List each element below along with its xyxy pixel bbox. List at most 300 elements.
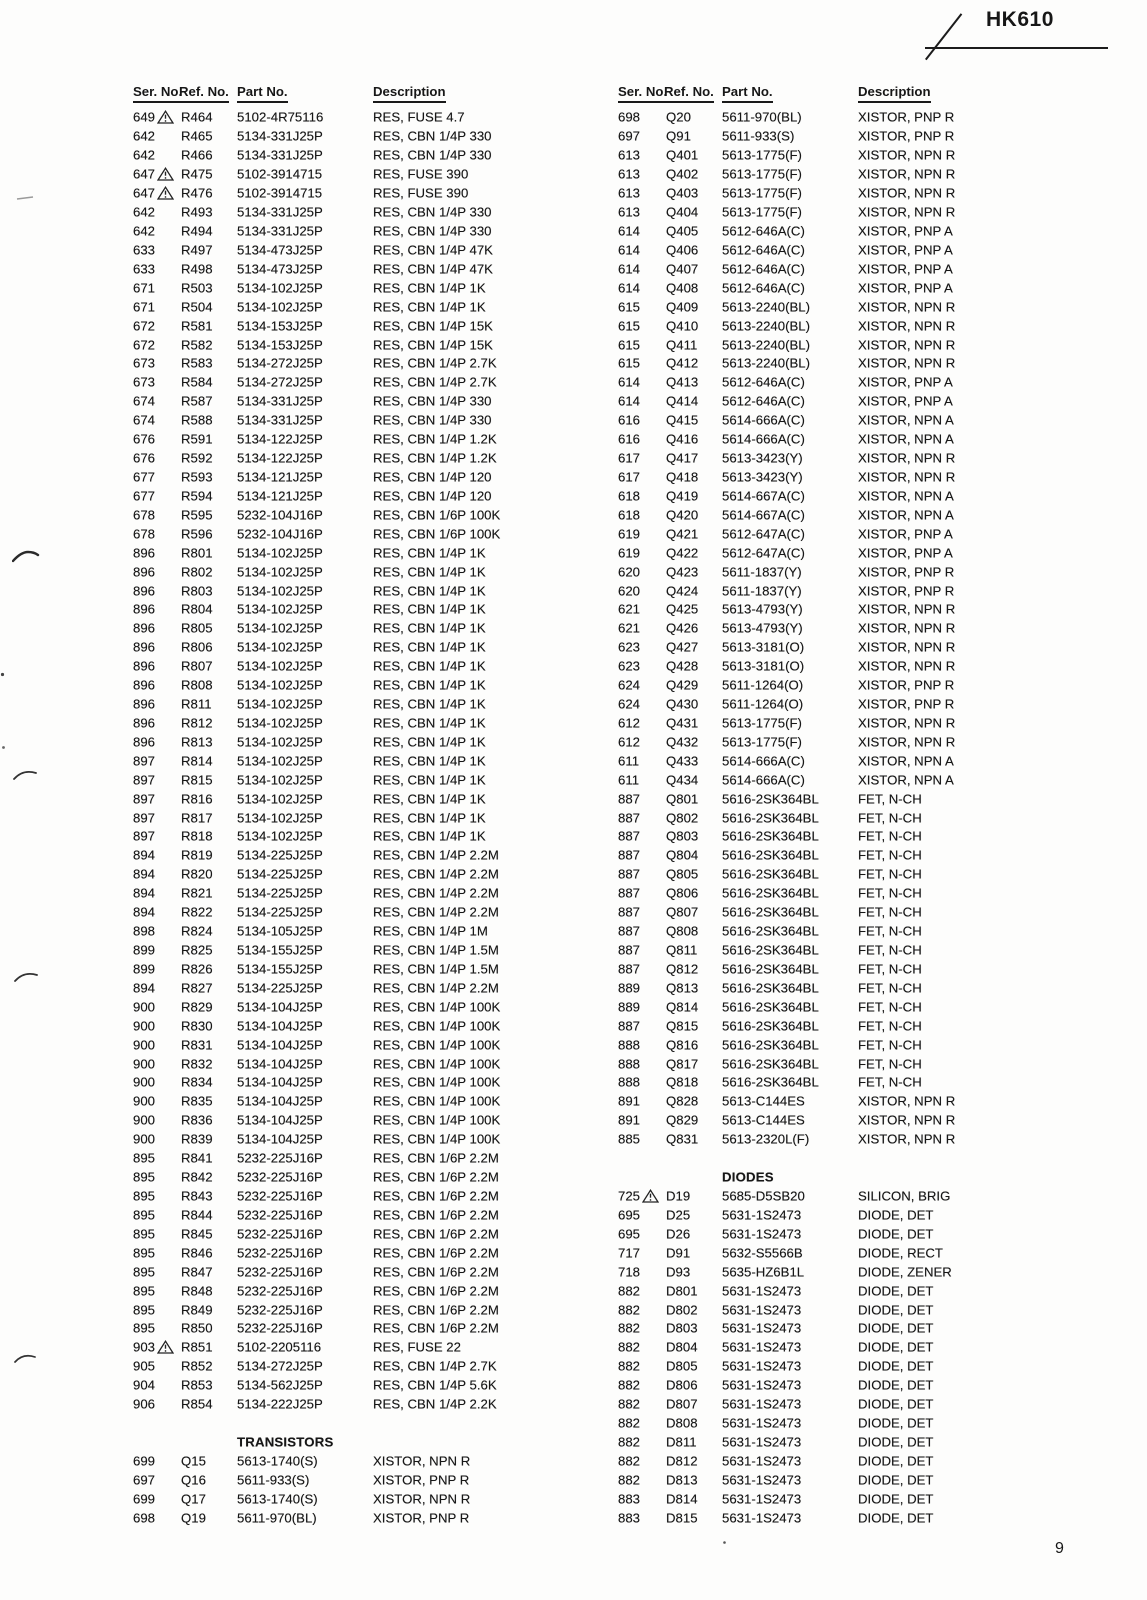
table-row: [133, 1130, 573, 1149]
part-description: DIODE, DET: [858, 1434, 934, 1450]
part-number: 5134-102J25P: [237, 791, 323, 807]
reference-designator: R465: [181, 128, 213, 144]
table-row: [618, 732, 1058, 751]
part-number: 5613-3181(O): [722, 658, 805, 674]
part-description: RES, CBN 1/4P 100K: [373, 999, 501, 1015]
part-number: 5232-225J16P: [237, 1226, 323, 1242]
serial-number: 642: [133, 204, 156, 220]
part-description: XISTOR, NPN R: [373, 1453, 471, 1469]
part-description: XISTOR, NPN A: [858, 431, 954, 447]
part-number: 5134-102J25P: [237, 639, 323, 655]
part-number: 5631-1S2473: [722, 1453, 802, 1469]
part-number: 5631-1S2473: [722, 1320, 802, 1336]
table-row: [618, 1433, 1058, 1452]
column-header-part: Part No.: [237, 84, 288, 103]
margin-dot: [0, 672, 6, 678]
part-number: 5102-2205116: [237, 1339, 322, 1355]
serial-number: 698: [133, 1510, 156, 1526]
serial-number: 678: [133, 507, 156, 523]
serial-number: 895: [133, 1264, 156, 1280]
part-description: DIODE, DET: [858, 1415, 934, 1431]
serial-number: 882: [618, 1415, 641, 1431]
part-description: RES, CBN 1/4P 330: [373, 412, 492, 428]
table-row: [133, 543, 573, 562]
reference-designator: R819: [181, 847, 213, 863]
part-number: 5631-1S2473: [722, 1339, 802, 1355]
part-description: RES, FUSE 4.7: [373, 109, 465, 125]
serial-number: 642: [133, 147, 156, 163]
serial-number: 614: [618, 223, 641, 239]
part-description: XISTOR, PNP A: [858, 223, 953, 239]
part-number: 5134-104J25P: [237, 999, 323, 1015]
serial-number: 896: [133, 620, 156, 636]
reference-designator: R847: [181, 1264, 213, 1280]
part-number: 5134-102J25P: [237, 299, 323, 315]
part-number: 5616-2SK364BL: [722, 904, 819, 920]
reference-designator: R830: [181, 1018, 213, 1034]
table-row: [618, 581, 1058, 600]
part-description: XISTOR, PNP R: [858, 128, 955, 144]
table-row: [618, 600, 1058, 619]
serial-number: 895: [133, 1188, 156, 1204]
reference-designator: Q428: [666, 658, 699, 674]
reference-designator: Q828: [666, 1093, 699, 1109]
part-description: RES, CBN 1/4P 1K: [373, 620, 486, 636]
reference-designator: Q431: [666, 715, 699, 731]
reference-designator: R853: [181, 1377, 213, 1393]
serial-number: 697: [133, 1472, 156, 1488]
table-row: [618, 1451, 1058, 1470]
part-description: RES, CBN 1/4P 1K: [373, 658, 486, 674]
part-number: 5611-1837(Y): [722, 564, 802, 580]
reference-designator: D25: [666, 1207, 691, 1223]
serial-number: 676: [133, 450, 156, 466]
part-number: 5232-104J16P: [237, 507, 323, 523]
table-row: [133, 751, 573, 770]
part-description: RES, CBN 1/4P 100K: [373, 1018, 501, 1034]
serial-number: 718: [618, 1264, 641, 1280]
reference-designator: Q805: [666, 866, 699, 882]
table-row: [133, 695, 573, 714]
serial-number: 896: [133, 601, 156, 617]
part-description: XISTOR, NPN A: [858, 507, 954, 523]
serial-number: 895: [133, 1150, 156, 1166]
table-row: [618, 903, 1058, 922]
table-row: [618, 1489, 1058, 1508]
table-row: [618, 392, 1058, 411]
table-row: [618, 1224, 1058, 1243]
part-description: RES, CBN 1/4P 2.2M: [373, 885, 499, 901]
table-row: [618, 524, 1058, 543]
reference-designator: R591: [181, 431, 213, 447]
part-number: 5613-2240(BL): [722, 355, 810, 371]
reference-designator: R494: [181, 223, 213, 239]
part-number: 5614-666A(C): [722, 772, 805, 788]
serial-number: 900: [133, 1018, 156, 1034]
serial-number: 614: [618, 242, 641, 258]
reference-designator: Q410: [666, 318, 699, 334]
part-number: 5613-2240(BL): [722, 337, 810, 353]
table-row: [133, 392, 573, 411]
table-row: [133, 846, 573, 865]
table-row: [618, 373, 1058, 392]
table-row: [133, 222, 573, 241]
part-description: FET, N-CH: [858, 1056, 922, 1072]
part-number: 5134-102J25P: [237, 620, 323, 636]
part-number: 5134-102J25P: [237, 583, 323, 598]
part-description: XISTOR, NPN R: [373, 1491, 471, 1507]
table-row: [133, 1262, 573, 1281]
part-description: RES, CBN 1/4P 1K: [373, 583, 486, 598]
part-description: RES, CBN 1/4P 5.6K: [373, 1377, 497, 1393]
reference-designator: R826: [181, 961, 213, 977]
part-description: XISTOR, PNP A: [858, 261, 953, 277]
serial-number: 899: [133, 961, 156, 977]
part-description: DIODE, DET: [858, 1339, 934, 1355]
part-number: 5612-647A(C): [722, 526, 805, 542]
reference-designator: Q802: [666, 810, 699, 826]
serial-number: 887: [618, 961, 641, 977]
table-row: [618, 1035, 1058, 1054]
serial-number: 882: [618, 1377, 641, 1393]
part-number: 5631-1S2473: [722, 1207, 802, 1223]
parts-rows-right: [618, 108, 1058, 1527]
table-row: [133, 411, 573, 430]
table-row: [618, 562, 1058, 581]
part-description: FET, N-CH: [858, 866, 922, 882]
part-number: 5134-104J25P: [237, 1018, 323, 1034]
part-number: 5232-225J16P: [237, 1320, 323, 1336]
serial-number: 883: [618, 1510, 641, 1526]
reference-designator: R813: [181, 734, 213, 750]
part-number: 5613-C144ES: [722, 1093, 805, 1109]
reference-designator: Q423: [666, 564, 699, 580]
part-description: XISTOR, NPN A: [858, 772, 954, 788]
table-row: [618, 1338, 1058, 1357]
serial-number: 894: [133, 866, 156, 882]
reference-designator: R850: [181, 1320, 213, 1336]
warning-triangle-icon: [157, 167, 175, 182]
part-number: 5134-473J25P: [237, 242, 323, 258]
part-number: 5134-153J25P: [237, 337, 323, 353]
part-number: 5134-102J25P: [237, 828, 323, 844]
part-description: FET, N-CH: [858, 885, 922, 901]
reference-designator: R821: [181, 885, 213, 901]
part-number: 5631-1S2473: [722, 1358, 802, 1374]
part-description: RES, CBN 1/4P 2.2M: [373, 980, 499, 996]
part-number: 5134-331J25P: [237, 223, 323, 239]
serial-number: 615: [618, 337, 641, 353]
serial-number: 617: [618, 450, 641, 466]
part-description: DIODE, RECT: [858, 1245, 943, 1261]
part-description: XISTOR, NPN R: [858, 1112, 956, 1128]
table-row: [133, 297, 573, 316]
part-number: 5134-272J25P: [237, 374, 323, 390]
margin-dot: [1, 745, 7, 751]
serial-number: 621: [618, 620, 641, 636]
section-header-row: [618, 1168, 1058, 1187]
serial-number: 674: [133, 393, 156, 409]
table-row: [133, 562, 573, 581]
part-number: 5612-646A(C): [722, 280, 805, 296]
part-number: 5613-3181(O): [722, 639, 805, 655]
part-number: 5616-2SK364BL: [722, 961, 819, 977]
reference-designator: R804: [181, 601, 213, 617]
table-row: [133, 203, 573, 222]
part-number: 5232-225J16P: [237, 1150, 323, 1166]
reference-designator: Q815: [666, 1018, 699, 1034]
part-description: XISTOR, PNP R: [373, 1510, 470, 1526]
reference-designator: R843: [181, 1188, 213, 1204]
table-row: [133, 108, 573, 127]
part-description: RES, CBN 1/4P 1K: [373, 734, 486, 750]
serial-number: 898: [133, 923, 156, 939]
table-row: [133, 505, 573, 524]
reference-designator: Q831: [666, 1131, 699, 1147]
badge-diagonal-line: [925, 13, 962, 60]
part-description: XISTOR, NPN R: [858, 337, 956, 353]
part-number: 5134-225J25P: [237, 904, 323, 920]
reference-designator: R835: [181, 1093, 213, 1109]
reference-designator: Q816: [666, 1037, 699, 1053]
part-number: 5616-2SK364BL: [722, 1056, 819, 1072]
serial-number: 897: [133, 810, 156, 826]
reference-designator: R829: [181, 999, 213, 1015]
part-number: 5616-2SK364BL: [722, 1037, 819, 1053]
table-row: [618, 978, 1058, 997]
part-description: RES, CBN 1/4P 1K: [373, 677, 486, 693]
serial-number: 894: [133, 980, 156, 996]
reference-designator: Q427: [666, 639, 699, 655]
part-number: 5611-933(S): [722, 128, 795, 144]
column-header-description: Description: [373, 84, 446, 103]
reference-designator: R808: [181, 677, 213, 693]
part-number: 5616-2SK364BL: [722, 885, 819, 901]
parts-table-right: [618, 84, 1058, 1527]
table-row: [618, 278, 1058, 297]
table-row: [133, 1395, 573, 1414]
reference-designator: D811: [666, 1434, 697, 1450]
table-row: [133, 1073, 573, 1092]
serial-number: 895: [133, 1245, 156, 1261]
serial-number: 623: [618, 639, 641, 655]
serial-number: 894: [133, 847, 156, 863]
part-number: 5232-225J16P: [237, 1169, 323, 1185]
reference-designator: R594: [181, 488, 213, 504]
part-description: DIODE, ZENER: [858, 1264, 952, 1280]
part-number: 5134-102J25P: [237, 696, 323, 712]
table-row: [133, 865, 573, 884]
reference-designator: R845: [181, 1226, 213, 1242]
table-row: [618, 1187, 1058, 1206]
table-row: [618, 808, 1058, 827]
part-number: 5232-104J16P: [237, 526, 323, 542]
reference-designator: D806: [666, 1377, 698, 1393]
serial-number: 906: [133, 1396, 156, 1412]
serial-number: 887: [618, 1018, 641, 1034]
part-description: DIODE, DET: [858, 1377, 934, 1393]
serial-number: 642: [133, 128, 156, 144]
table-row: [133, 903, 573, 922]
table-row: [133, 1111, 573, 1130]
part-description: RES, CBN 1/4P 1K: [373, 601, 486, 617]
part-description: XISTOR, NPN R: [858, 639, 956, 655]
part-description: RES, CBN 1/4P 100K: [373, 1037, 501, 1053]
reference-designator: Q407: [666, 261, 699, 277]
reference-designator: Q405: [666, 223, 699, 239]
table-row: [618, 543, 1058, 562]
serial-number: 619: [618, 526, 641, 542]
reference-designator: Q812: [666, 961, 699, 977]
serial-number: 882: [618, 1302, 641, 1318]
serial-number: 896: [133, 677, 156, 693]
serial-number: 717: [618, 1245, 641, 1261]
serial-number: 888: [618, 1056, 641, 1072]
table-row: [133, 1054, 573, 1073]
table-row: [133, 486, 573, 505]
serial-number: 882: [618, 1434, 641, 1450]
part-description: DIODE, DET: [858, 1472, 934, 1488]
part-description: RES, CBN 1/6P 2.2M: [373, 1150, 499, 1166]
reference-designator: R805: [181, 620, 213, 636]
reference-designator: Q418: [666, 469, 699, 485]
table-row: [133, 1168, 573, 1187]
reference-designator: Q417: [666, 450, 699, 466]
part-description: RES, CBN 1/6P 2.2M: [373, 1169, 499, 1185]
serial-number: 897: [133, 772, 156, 788]
table-row: [133, 165, 573, 184]
serial-number: 624: [618, 696, 641, 712]
serial-number: 888: [618, 1037, 641, 1053]
table-row: [618, 240, 1058, 259]
part-description: XISTOR, NPN R: [858, 469, 956, 485]
serial-number: 618: [618, 507, 641, 523]
table-row: [133, 184, 573, 203]
part-description: RES, CBN 1/4P 1K: [373, 828, 486, 844]
part-number: 5134-102J25P: [237, 601, 323, 617]
serial-number: 887: [618, 904, 641, 920]
part-description: FET, N-CH: [858, 942, 922, 958]
part-description: XISTOR, NPN A: [858, 753, 954, 769]
table-row: [618, 430, 1058, 449]
serial-number: 894: [133, 904, 156, 920]
serial-number: 695: [618, 1226, 641, 1242]
table-row: [618, 184, 1058, 203]
part-description: RES, CBN 1/4P 100K: [373, 1056, 501, 1072]
serial-number: 697: [618, 128, 641, 144]
reference-designator: R584: [181, 374, 213, 390]
table-header-row: [618, 84, 1058, 104]
table-row: [618, 1111, 1058, 1130]
table-row: [618, 619, 1058, 638]
serial-number: 612: [618, 715, 641, 731]
serial-number: 895: [133, 1169, 156, 1185]
reference-designator: R842: [181, 1169, 213, 1185]
part-description: XISTOR, NPN R: [858, 204, 956, 220]
part-number: 5232-225J16P: [237, 1264, 323, 1280]
reference-designator: Q807: [666, 904, 699, 920]
serial-number: 676: [133, 431, 156, 447]
part-number: 5616-2SK364BL: [722, 828, 819, 844]
serial-number: 620: [618, 583, 641, 598]
part-description: FET, N-CH: [858, 961, 922, 977]
part-description: SILICON, BRIG: [858, 1188, 951, 1204]
reference-designator: Q430: [666, 696, 699, 712]
column-header-reference: Ref. No.: [664, 84, 714, 103]
part-description: RES, CBN 1/6P 2.2M: [373, 1302, 499, 1318]
part-description: RES, CBN 1/6P 2.2M: [373, 1320, 499, 1336]
reference-designator: R581: [181, 318, 213, 334]
table-row: [133, 884, 573, 903]
part-description: DIODE, DET: [858, 1283, 934, 1299]
part-description: XISTOR, NPN R: [858, 601, 956, 617]
serial-number: 882: [618, 1453, 641, 1469]
serial-number: 615: [618, 318, 641, 334]
part-number: 5613-1740(S): [237, 1453, 318, 1469]
reference-designator: Q424: [666, 583, 699, 598]
reference-designator: R493: [181, 204, 213, 220]
table-row: [618, 259, 1058, 278]
part-number: 5612-647A(C): [722, 545, 805, 561]
part-number: 5134-104J25P: [237, 1074, 323, 1090]
reference-designator: R851: [181, 1339, 213, 1355]
reference-designator: D803: [666, 1320, 698, 1336]
part-description: RES, CBN 1/4P 2.2K: [373, 1396, 497, 1412]
part-number: 5616-2SK364BL: [722, 791, 819, 807]
reference-designator: R476: [181, 185, 213, 201]
serial-number: 673: [133, 355, 156, 371]
serial-number: 883: [618, 1491, 641, 1507]
part-description: RES, CBN 1/4P 2.7K: [373, 374, 497, 390]
serial-number: 698: [618, 109, 641, 125]
serial-number: 896: [133, 639, 156, 655]
table-row: [133, 1470, 573, 1489]
reference-designator: R587: [181, 393, 213, 409]
serial-number: 623: [618, 658, 641, 674]
table-row: [133, 997, 573, 1016]
part-description: XISTOR, NPN R: [858, 166, 956, 182]
part-description: FET, N-CH: [858, 923, 922, 939]
part-description: XISTOR, NPN R: [858, 715, 956, 731]
table-row: [618, 1092, 1058, 1111]
blank-row: [133, 1414, 573, 1433]
reference-designator: Q408: [666, 280, 699, 296]
part-description: DIODE, DET: [858, 1302, 934, 1318]
part-description: RES, CBN 1/4P 1K: [373, 791, 486, 807]
part-number: 5102-3914715: [237, 185, 323, 201]
reference-designator: Q817: [666, 1056, 699, 1072]
reference-designator: D804: [666, 1339, 698, 1355]
part-description: XISTOR, PNP A: [858, 242, 953, 258]
section-title: DIODES: [722, 1169, 774, 1185]
column-header-part: Part No.: [722, 84, 773, 103]
reference-designator: R815: [181, 772, 213, 788]
reference-designator: D815: [666, 1510, 698, 1526]
reference-designator: D805: [666, 1358, 698, 1374]
serial-number: 885: [618, 1131, 641, 1147]
part-description: RES, CBN 1/4P 1.2K: [373, 450, 497, 466]
table-row: [133, 1243, 573, 1262]
serial-number: 896: [133, 696, 156, 712]
reference-designator: Q811: [666, 942, 698, 958]
margin-pencil-swoosh: [12, 548, 40, 564]
table-row: [618, 146, 1058, 165]
part-description: RES, CBN 1/4P 1K: [373, 639, 486, 655]
serial-number: 671: [133, 299, 156, 315]
part-number: 5134-225J25P: [237, 885, 323, 901]
section-title: TRANSISTORS: [237, 1434, 334, 1450]
reference-designator: R596: [181, 526, 213, 542]
